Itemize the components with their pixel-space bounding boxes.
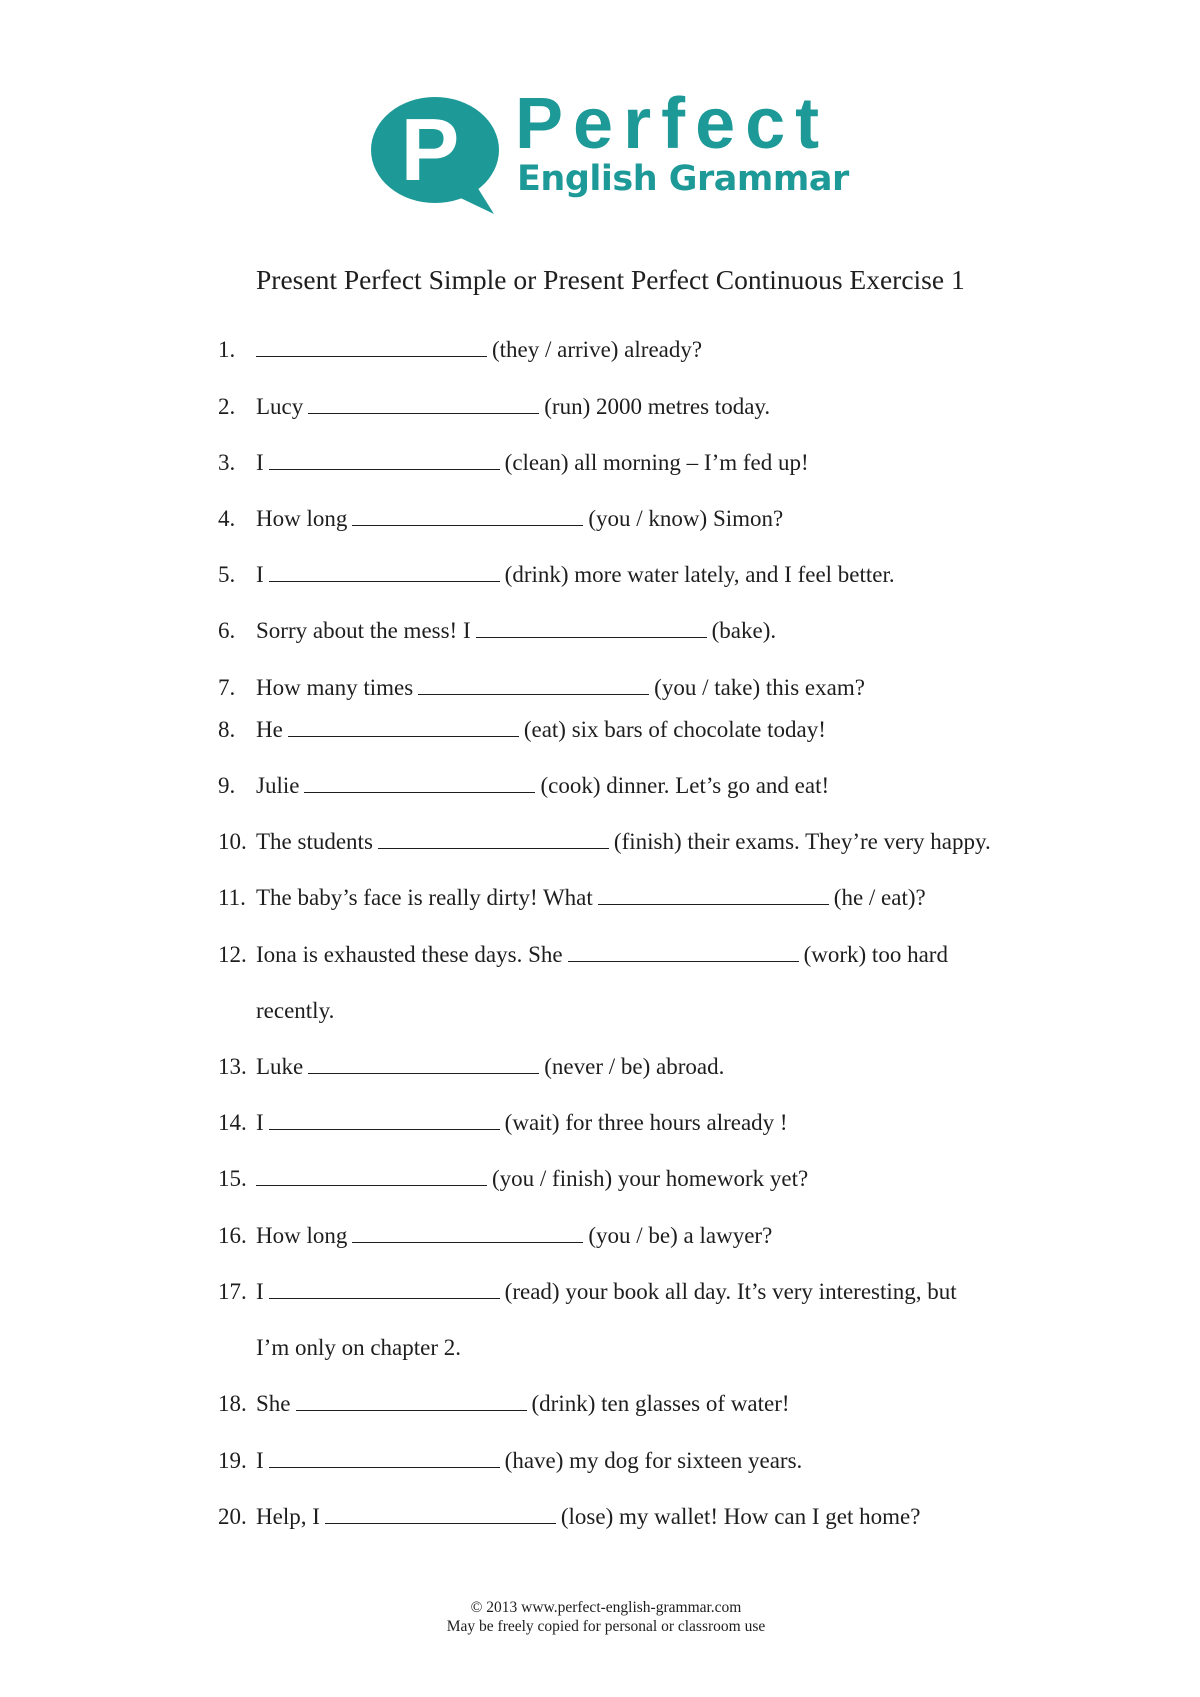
exercise-number: 6. — [218, 618, 236, 643]
exercise-item — [218, 774, 829, 797]
answer-blank[interactable] — [269, 1111, 500, 1130]
exercise-number: 12. — [218, 942, 247, 967]
exercise-number: 9. — [218, 773, 236, 798]
exercise-prompt-before: Julie — [256, 773, 300, 798]
answer-blank[interactable] — [352, 1224, 583, 1243]
exercise-prompt-before: I — [256, 1448, 264, 1473]
exercise-prompt-after: (read) your book all day. It’s very interesting, but — [504, 1279, 957, 1304]
exercise-prompt-after: (run) 2000 metres today. — [544, 394, 771, 419]
logo — [370, 84, 849, 220]
answer-blank[interactable] — [304, 774, 535, 793]
exercise-number: 4. — [218, 506, 236, 531]
answer-blank[interactable] — [269, 1449, 500, 1468]
footer — [0, 1598, 1200, 1636]
answer-blank[interactable] — [269, 563, 500, 582]
exercise-prompt-after: (you / take) this exam? — [654, 675, 865, 700]
answer-blank[interactable] — [269, 451, 500, 470]
exercise-number: 8. — [218, 717, 236, 742]
exercise-prompt-after: (cook) dinner. Let’s go and eat! — [540, 773, 830, 798]
answer-blank[interactable] — [476, 619, 707, 638]
answer-blank[interactable] — [308, 395, 539, 414]
exercise-prompt-before: How long — [256, 506, 348, 531]
exercise-prompt-before: I — [256, 1110, 264, 1135]
exercise-prompt-after: (never / be) abroad. — [544, 1054, 725, 1079]
answer-blank[interactable] — [269, 1280, 500, 1299]
exercise-number: 15. — [218, 1166, 247, 1191]
answer-blank[interactable] — [308, 1055, 539, 1074]
exercise-number: 19. — [218, 1448, 247, 1473]
exercise-number: 18. — [218, 1391, 247, 1416]
exercise-item — [218, 830, 991, 853]
exercise-item — [218, 718, 826, 741]
answer-blank[interactable] — [256, 338, 487, 357]
exercise-prompt-after: (work) too hard — [803, 942, 948, 967]
exercise-item — [218, 451, 809, 474]
exercise-prompt-before: Lucy — [256, 394, 304, 419]
exercise-prompt-after: (he / eat)? — [833, 885, 926, 910]
speech-bubble-icon — [370, 96, 510, 220]
exercise-prompt-before: I — [256, 1279, 264, 1304]
exercise-item — [218, 886, 926, 909]
exercise-item — [218, 563, 895, 586]
exercise-number: 20. — [218, 1504, 247, 1529]
exercise-prompt-after: (you / be) a lawyer? — [588, 1223, 773, 1248]
exercise-prompt-after: (bake). — [711, 618, 777, 643]
exercise-prompt-after: (wait) for three hours already ! — [504, 1110, 788, 1135]
exercise-item — [218, 395, 770, 418]
exercise-continuation: recently. — [256, 998, 335, 1023]
exercise-item — [218, 1449, 802, 1472]
logo-letter: P — [400, 100, 460, 199]
exercise-prompt-after: (drink) more water lately, and I feel better. — [504, 562, 895, 587]
exercise-prompt-before: How many times — [256, 675, 414, 700]
exercise-item — [218, 943, 948, 966]
answer-blank[interactable] — [325, 1505, 556, 1524]
exercise-item — [218, 1055, 724, 1078]
answer-blank[interactable] — [256, 1167, 487, 1186]
exercise-prompt-after: (you / finish) your homework yet? — [492, 1166, 809, 1191]
exercise-prompt-before: I — [256, 450, 264, 475]
exercise-prompt-after: (eat) six bars of chocolate today! — [523, 717, 826, 742]
exercise-item — [218, 676, 865, 699]
exercise-number: 14. — [218, 1110, 247, 1135]
exercise-item — [218, 619, 776, 642]
exercise-item — [218, 507, 783, 530]
answer-blank[interactable] — [418, 676, 649, 695]
answer-blank[interactable] — [296, 1392, 527, 1411]
exercise-prompt-after: (drink) ten glasses of water! — [531, 1391, 790, 1416]
exercise-number: 5. — [218, 562, 236, 587]
exercise-number: 13. — [218, 1054, 247, 1079]
exercise-prompt-after: (clean) all morning – I’m fed up! — [504, 450, 809, 475]
exercise-item — [218, 1505, 920, 1528]
exercise-prompt-after: (you / know) Simon? — [588, 506, 784, 531]
logo-subtitle: English Grammar — [517, 159, 849, 199]
exercise-prompt-before: Help, I — [256, 1504, 320, 1529]
exercise-item — [218, 1280, 957, 1303]
exercise-prompt-before: He — [256, 717, 283, 742]
exercise-number: 1. — [218, 337, 236, 362]
exercise-number: 2. — [218, 394, 236, 419]
exercise-prompt-before: The students — [256, 829, 373, 854]
footer-license: May be freely copied for personal or classroom use — [446, 1618, 766, 1635]
exercise-number: 16. — [218, 1223, 247, 1248]
exercise-prompt-before: The baby’s face is really dirty! What — [256, 885, 593, 910]
answer-blank[interactable] — [568, 943, 799, 962]
exercise-prompt-after: (lose) my wallet! How can I get home? — [560, 1504, 921, 1529]
exercise-prompt-before: How long — [256, 1223, 348, 1248]
exercise-prompt-before: Luke — [256, 1054, 304, 1079]
answer-blank[interactable] — [598, 886, 829, 905]
footer-copyright: © 2013 www.perfect-english-grammar.com — [470, 1599, 742, 1616]
exercise-prompt-after: (have) my dog for sixteen years. — [504, 1448, 803, 1473]
logo-word: Perfect — [515, 84, 830, 164]
exercise-item — [218, 1224, 772, 1247]
exercise-prompt-before: I — [256, 562, 264, 587]
exercise-item — [218, 1111, 788, 1134]
exercise-number: 10. — [218, 829, 247, 854]
page-title: Present Perfect Simple or Present Perfect Continuous Exercise 1 — [256, 264, 965, 295]
exercise-number: 7. — [218, 675, 236, 700]
exercise-number: 17. — [218, 1279, 247, 1304]
exercise-prompt-before: Sorry about the mess! I — [256, 618, 471, 643]
exercise-item — [218, 1392, 790, 1415]
exercise-continuation: I’m only on chapter 2. — [256, 1335, 462, 1360]
exercise-number: 11. — [218, 885, 246, 910]
exercise-prompt-after: (finish) their exams. They’re very happy. — [613, 829, 991, 854]
answer-blank[interactable] — [378, 830, 609, 849]
exercise-number: 3. — [218, 450, 236, 475]
exercise-prompt-before: She — [256, 1391, 291, 1416]
exercise-prompt-after: (they / arrive) already? — [492, 337, 703, 362]
exercise-item — [218, 1167, 808, 1190]
answer-blank[interactable] — [352, 507, 583, 526]
exercise-prompt-before: Iona is exhausted these days. She — [256, 942, 563, 967]
exercise-item — [218, 338, 702, 361]
answer-blank[interactable] — [288, 718, 519, 737]
